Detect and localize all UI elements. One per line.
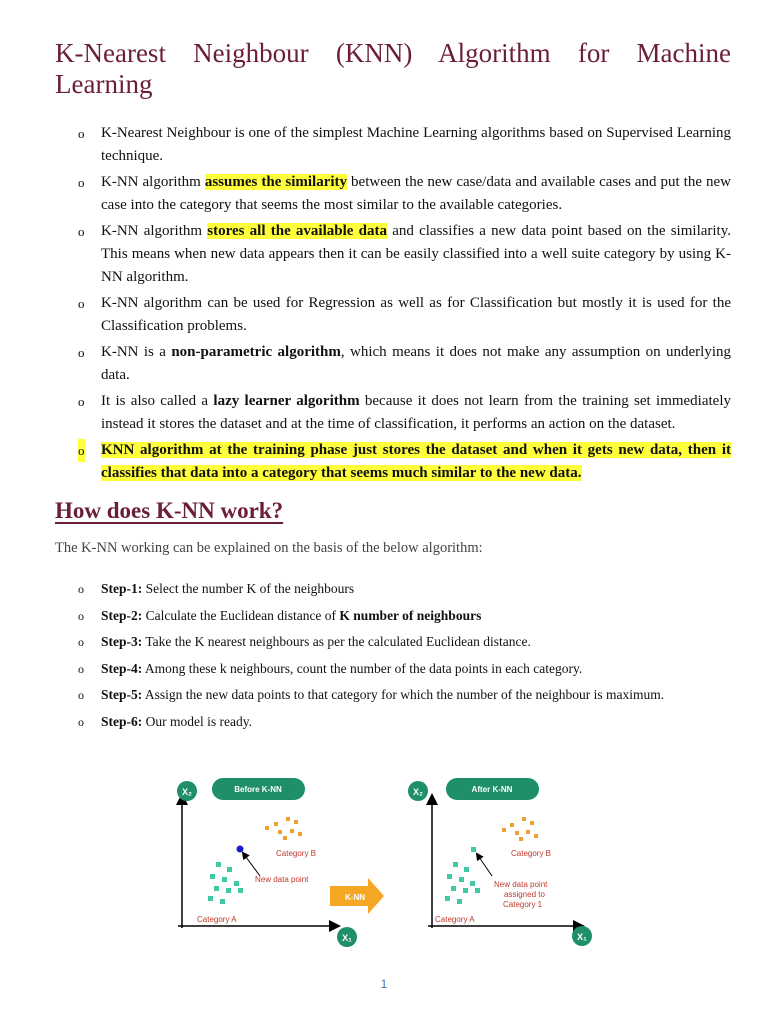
category-b-points [502,817,538,841]
after-knn-panel [408,778,592,946]
step-label: Step-1: [101,581,143,596]
knn-diagram [170,770,600,950]
point-b [502,828,506,832]
bullet-text: It is also called a [101,393,214,409]
x1-label: X₁ [577,932,587,942]
steps-list [78,580,731,739]
point-b [274,822,278,826]
point-a [464,867,469,872]
list-item [78,220,731,289]
step-item [78,713,731,731]
step-item [78,607,731,625]
list-item [78,122,731,168]
step-item [78,633,731,651]
point-a [208,896,213,901]
x2-label: X₂ [412,787,424,797]
assigned-data-point [471,847,476,852]
list-item [78,171,731,217]
bullet-marker: o [78,582,84,596]
point-b [522,817,526,821]
bullet-text: K-NN algorithm [101,174,205,190]
bullet-marker: o [78,608,84,623]
intro-bullet-list [78,122,731,488]
list-item [78,341,731,387]
point-b [298,832,302,836]
new-data-point [237,846,244,853]
point-a [453,862,458,867]
bullet-marker: o [78,126,85,141]
bullet-marker: o [78,296,85,311]
bullet-marker: o [78,175,85,190]
bullet-marker: o [78,688,84,702]
category-a-label: Category A [197,915,237,924]
bullet-text: K-NN algorithm [101,223,208,239]
x1-label: X₁ [342,933,352,943]
point-a [459,877,464,882]
bullet-marker: o [78,439,85,462]
section-intro: The K-NN working can be explained on the basis of the below algorithm: [55,540,483,556]
category-b-label: Category B [276,849,317,858]
point-b [510,823,514,827]
before-knn-label: Before K-NN [234,785,282,794]
bullet-text: K-NN is a [101,344,172,360]
point-a [451,886,456,891]
bullet-text: between the new case/data and available cases and put the new case into the category that seems the most similar to the available categories. [101,174,731,213]
bold-phrase: lazy learner algorithm [213,393,360,409]
step-label: Step-6: [101,713,143,729]
step-text: Assign the new data points to that category for which the number of the neighbour is maximum. [142,687,665,702]
new-point-pointer [243,853,260,876]
point-b [530,821,534,825]
point-a [227,867,232,872]
knn-arrow [330,878,384,914]
point-b [290,829,294,833]
assigned-label-2: assigned to [504,890,545,899]
bullet-text: K-Nearest Neighbour is one of the simplest Machine Learning algorithms based on Supervised Learning technique. [101,125,731,164]
highlighted-bullet-text: KNN algorithm at the training phase just stores the dataset and when it gets new data, then it classifies that data into a category that seems much similar to the new data. [101,442,731,481]
section-heading: How does K-NN work? [55,498,284,523]
list-item [78,439,731,485]
category-a-label: Category A [435,915,475,924]
after-knn-label: After K-NN [471,785,513,794]
step-text: Among these k neighbours, count the number of the data points in each category. [142,660,583,676]
bullet-marker: o [78,714,84,729]
page-title: K-Nearest Neighbour (KNN) Algorithm for Machine Learning [55,38,731,99]
step-bold: K number of neighbours [339,607,482,623]
step-item [78,660,731,678]
step-text: Calculate the Euclidean distance of [142,607,340,623]
point-a [214,886,219,891]
point-a [457,899,462,904]
step-text: Select the number K of the neighbours [142,581,355,596]
highlighted-phrase: stores all the available data [207,223,387,239]
step-label: Step-5: [101,687,143,702]
point-a [220,899,225,904]
assigned-label-1: New data point [494,880,548,889]
list-item [78,292,731,338]
bullet-text: and classifies a new data point based on the similarity. This means when new data appears then it can be easily classified into a well suite category by using K- NN algorithm. [101,223,731,285]
category-a-points [445,847,480,904]
point-b [283,836,287,840]
point-a [238,888,243,893]
point-a [222,877,227,882]
point-a [216,862,221,867]
category-b-points [265,817,302,840]
step-text: Our model is ready. [142,713,252,729]
point-a [447,874,452,879]
point-a [445,896,450,901]
bullet-text: because it does not learn from the training set immediately instead it stores the dataset and at the time of classification, it performs an action on the dataset. [101,393,731,432]
point-b [294,820,298,824]
bullet-text: , which means it does not make any assumption on underlying data. [101,344,731,383]
point-b [265,826,269,830]
category-b-label: Category B [511,849,552,858]
point-a [463,888,468,893]
point-b [519,837,523,841]
assigned-label-3: Category 1 [503,900,543,909]
point-b [278,830,282,834]
highlighted-phrase: assumes the similarity [204,174,348,190]
point-a [470,881,475,886]
assigned-point-pointer [477,854,492,876]
category-a-points [208,862,243,904]
before-knn-panel [177,778,357,947]
page-number: 1 [380,977,388,991]
point-b [526,830,530,834]
point-a [475,888,480,893]
bullet-marker: o [78,661,84,676]
step-text: Take the K nearest neighbours as per the calculated Euclidean distance. [142,634,531,649]
bullet-marker: o [78,345,85,360]
bullet-marker: o [78,394,85,409]
step-item [78,686,731,704]
x2-label: X₂ [181,787,193,797]
point-b [286,817,290,821]
bullet-text: K-NN algorithm can be used for Regression as well as for Classification but mostly it is used for the Classification problems. [101,295,731,334]
step-item [78,580,731,598]
point-b [534,834,538,838]
bullet-marker: o [78,635,84,649]
point-b [515,831,519,835]
point-a [210,874,215,879]
point-a [226,888,231,893]
step-label: Step-2: [101,607,143,623]
bold-phrase: non-parametric algorithm [171,344,341,360]
new-point-label: New data point [255,875,309,884]
bullet-marker: o [78,224,85,239]
step-label: Step-4: [101,660,143,676]
point-a [234,881,239,886]
list-item [78,390,731,436]
step-label: Step-3: [101,634,143,649]
knn-arrow-label: K-NN [345,893,365,902]
